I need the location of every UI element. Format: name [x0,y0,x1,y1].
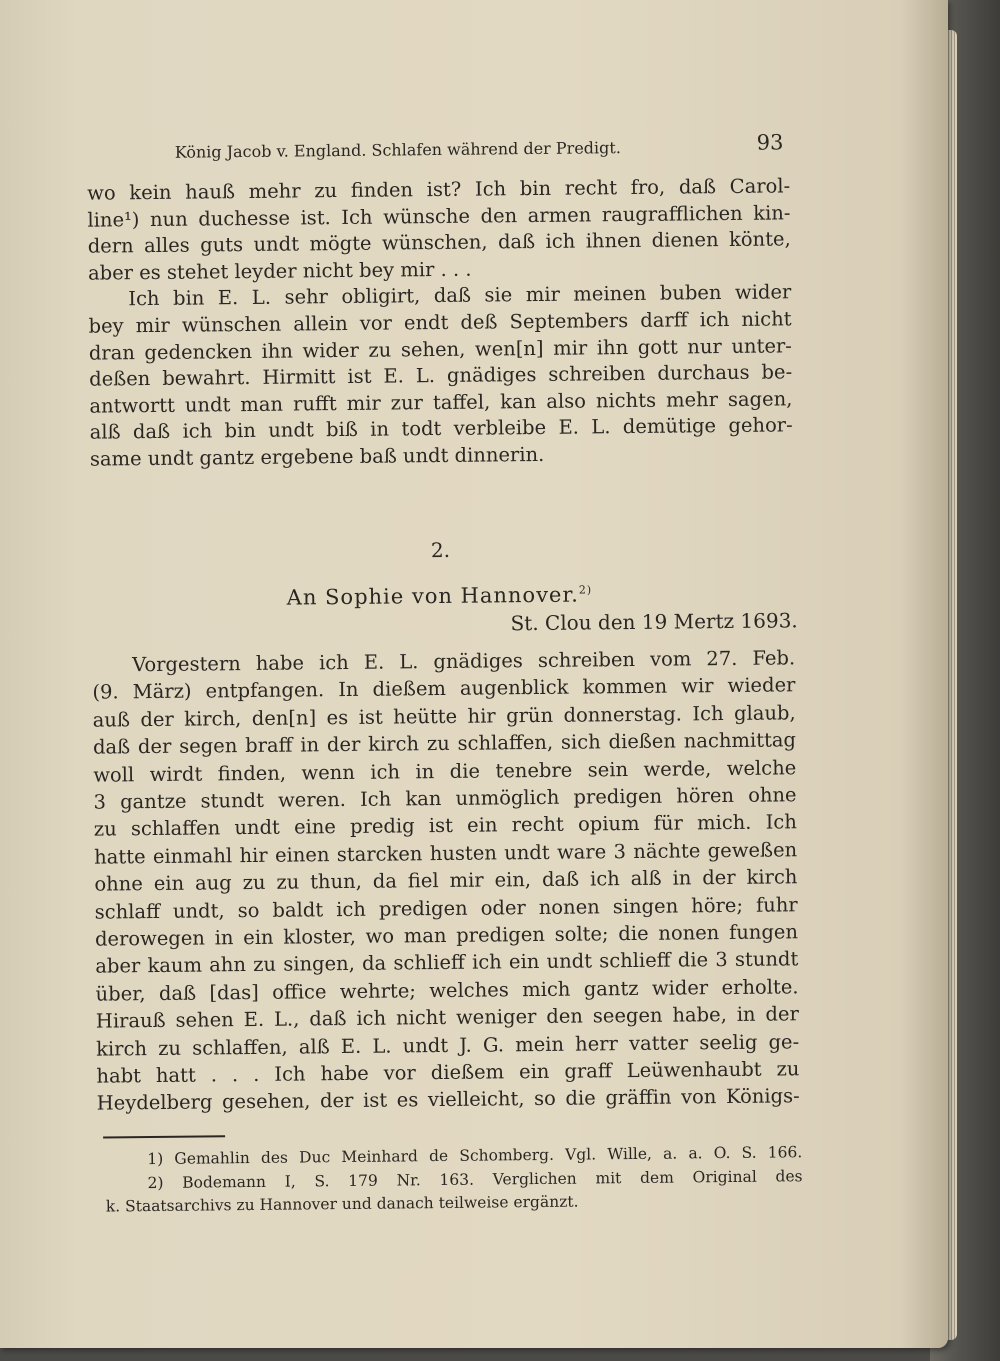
text-line: Ich bin E. L. sehr obligirt, daß sie mir meinen buben wider [128,280,792,311]
text-line: habt hatt . . . Ich habe vor dießem ein graff Leüwenhaubt zu [96,1057,800,1088]
text-line: derowegen in ein kloster, wo man predigen solte; die nonen fungen [94,920,799,951]
text-line: zu schlaffen undt eine predig ist ein recht opium für mich. Ich [93,810,797,842]
footnote: 1) Gemahlin des Duc Meinhard de Schomberg. Vgl. Wille, a. a. O. S. 166. [147,1143,803,1169]
text-line: daß der segen braff in der kirch zu schlaffen, sich dießen nachmittag [92,728,797,759]
text-line: aber kaum ahn zu singen, da schlieff ich ein undt schlieff die 3 stundt [95,947,799,979]
text-line: dern alles guts undt mögte wünschen, daß ich ihnen dienen könte, [87,227,791,258]
footnote: k. Staatsarchivs zu Hannover und danach teilweise ergänzt. [105,1192,579,1216]
text-line: schlaff undt, so baldt ich predigen oder nonen singen höre; fuhr [94,892,798,924]
section-title [0,579,880,612]
text-line: kirch zu schlaffen, alß E. L. undt J. G. mein herr vatter seelig ge- [96,1029,800,1061]
section-title-text: An Sophie von Hannover. [286,582,579,610]
text-line: line¹) nun duchesse ist. Ich wünsche den armen raugrafflichen kin- [87,200,791,232]
running-header: König Jacob v. England. Schlafen während der Predigt. [174,138,621,162]
footnote-divider [103,1135,225,1138]
text-line: Vorgestern habe ich E. L. gnädiges schreiben vom 27. Feb. [132,646,796,677]
text-line: deßen bewahrt. Hirmitt ist E. L. gnädiges schreiben durchaus be- [89,360,793,391]
text-line: Heydelberg gesehen, der ist es vielleicht, so die gräffin von Königs- [96,1084,800,1116]
text-line: antwortt undt man rufft mir zur taffel, kan also nichts mehr sagen, [89,387,793,418]
footnote: 2) Bodemann I, S. 179 Nr. 163. Verglichen mit dem Original des [147,1167,803,1193]
text-line: auß der kirch, den[n] es ist heütte hir grün donnerstag. Ich glaub, [92,701,796,732]
text-line: ohne ein aug zu zu thun, da fiel mir ein, daß ich alß in der kirch [94,865,798,896]
text-line: dran gedencken ihn wider zu sehen, wen[n] mir ihn gott nur unter- [88,333,792,365]
text-line: same undt gantz ergebene baß undt dinnerin. [89,442,545,471]
page-number: 93 [756,130,784,155]
text-line: über, daß [das] office wehrte; welches mich gantz wider erholte. [95,975,799,1006]
text-line: Hirauß sehen E. L., daß ich nicht weniger den seegen habe, in der [95,1002,799,1033]
text-line: 3 gantze stundt weren. Ich kan unmöglich predigen hören ohne [93,783,797,814]
section-number: 2. [430,537,451,563]
text-line: (9. März) entpfangen. In dießem augenblick kommen wir wieder [92,673,796,705]
text-line: alß daß ich bin undt biß in todt verbleibe E. L. demütige gehor- [89,413,793,445]
text-line: hatte einmahl hir einen starcken husten undt ware 3 nächte geweßen [94,838,798,869]
text-line: aber es stehet leyder nicht bey mir . . . [87,257,472,285]
text-line: wo kein hauß mehr zu finden ist? Ich bin recht fro, daß Carol- [87,174,791,205]
letter-dateline: St. Clou den 19 Mertz 1693. [510,608,798,636]
text-line: woll wirdt finden, wenn ich in die tenebre sein werde, welche [93,755,797,787]
text-line: bey mir wünschen allein vor endt deß Septembers darff ich nicht [88,307,792,338]
footnote-ref: 2) [578,583,593,597]
